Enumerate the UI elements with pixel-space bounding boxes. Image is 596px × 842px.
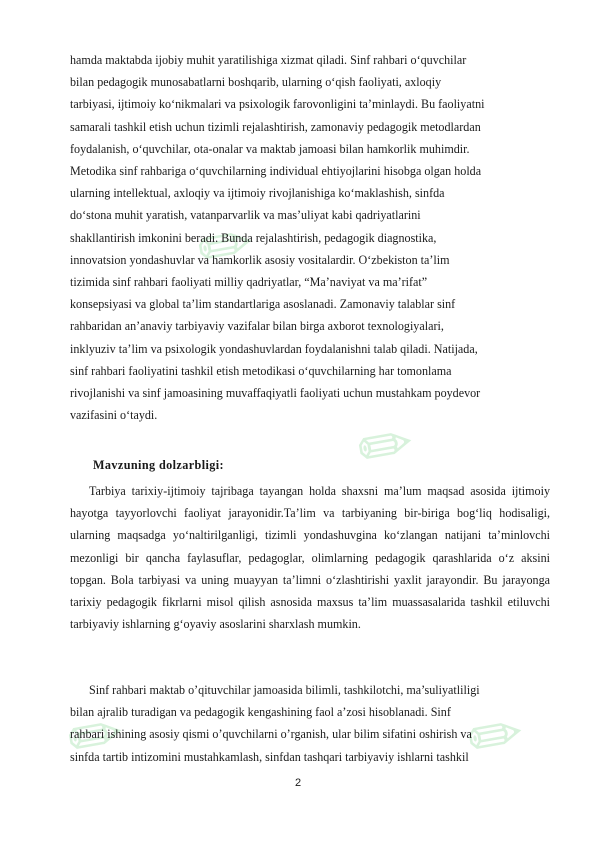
text-line: hamda maktabda ijobiy muhit yaratilishiga xizmat qiladi. Sinf rahbari o‘quvchilar (70, 53, 467, 67)
text-line: bilan pedagogik munosabatlarni boshqarib, ularning o‘qish faoliyati, axloqiy (70, 75, 442, 90)
text-line: do‘stona muhit yaratish, vatanparvarlik va mas’uliyat kabi qadriyatlarini (70, 208, 421, 223)
text-line: rivojlanishi va sinf jamoasining muvaffaqiyatli faoliyati uchun mustahkam poydevor (70, 386, 481, 401)
text-line: foydalanish, o‘quvchilar, ota-onalar va maktab jamoasi bilan hamkorlik muhimdir. (70, 141, 470, 156)
text-line: sinfda tartib intizomini mustahkamlash, sinfdan tashqari tarbiyaviy ishlarni tashkil (70, 749, 469, 764)
text-line: inklyuziv ta’lim va psixologik yondashuvlardan foydalanishni talab qiladi. Natijada, (70, 341, 478, 356)
watermark-icon: ✎ (51, 693, 143, 781)
watermark-icon: ✎ (451, 693, 543, 781)
paragraph-class-teacher (70, 679, 550, 768)
paragraph-intro (70, 49, 550, 426)
text-line: Metodika sinf rahbariga o‘quvchilarning individual ehtiyojlarini hisobga olgan holda (70, 164, 482, 179)
text-line: innovatsion yondashuvlar va hamkorlik asosiy vositalardir. O‘zbekiston ta’lim (70, 252, 450, 267)
text-line: tarbiyasi, ijtimoiy ko‘nikmalari va psixologik farovonligini ta’minlaydi. Bu faoliyatni (70, 97, 485, 112)
text-line: vazifasini o‘taydi. (70, 408, 158, 423)
text-line: rahbaridan an’anaviy tarbiyaviy vazifalar bilan birga axborot texnologiyalari, (70, 319, 444, 334)
text-line: Sinf rahbari maktab o’qituvchilar jamoasida bilimli, tashkilotchi, ma’suliyatliligi (89, 683, 480, 697)
text-line: konsepsiyasi va global ta’lim standartlariga asoslanadi. Zamonaviy talablar sinf (70, 297, 456, 312)
section-heading: Mavzuning dolzarbligi: (93, 458, 225, 472)
text-line: samarali tashkil etish uchun tizimli rejalashtirish, zamonaviy pedagogik metodlardan (70, 119, 481, 134)
text-line: ularning intellektual, axloqiy va ijtimoiy rivojlanishiga ko‘maklashish, sinfda (70, 186, 445, 201)
paragraph-relevance (70, 480, 550, 635)
text-line: shakllantirish imkonini beradi. Bunda rejalashtirish, pedagogik diagnostika, (70, 230, 437, 245)
page-number: 2 (294, 777, 302, 789)
watermark-icon: ✎ (181, 203, 273, 291)
watermark-icon: ✎ (341, 403, 433, 491)
text-line: rahbari ishining asosiy qismi o’quvchilarni o’rganish, ular bilim sifatini oshirish va (70, 727, 472, 742)
text-line: bilan ajralib turadigan va pedagogik kengashining faol a’zosi hisoblanadi. Sinf (70, 705, 451, 720)
text-line: sinf rahbari faoliyatini tashkil etish metodikasi o‘quvchilarning har tomonlama (70, 363, 452, 378)
paragraph-text: Tarbiya tarixiy-ijtimoiy tajribaga tayangan holda shaxsni ma’lum maqsad asosida ijtimoiy hayotga tayyorlovchi faoliyat jarayonidir.Ta’lim va tarbiyaning bir-biriga bog‘liq hodisaligi, ularning maqsadga yo‘naltirilganligi, tizimli yondashuvgina ko‘zlangan natijani ta’minlovchi mezonligi bir qancha faylasuflar, pedagoglar, olimlarning pedagogik qarashlarida o‘z aksini topgan. Bola tarbiyasi va uning muayyan ta’limni o‘zlashtirishi yaxlit jarayondir. Bu jarayonga tarixiy pedagogik fikrlarni misol qilish asnosida maxsus ta’lim muassasalarida tashkil etiluvchi tarbiyaviy ishlarning g‘oyaviy asoslarini sharxlash mumkin. (70, 484, 550, 632)
text-line: tizimida sinf rahbari faoliyati milliy qadriyatlar, “Ma’naviyat va ma’rifat” (70, 275, 428, 290)
